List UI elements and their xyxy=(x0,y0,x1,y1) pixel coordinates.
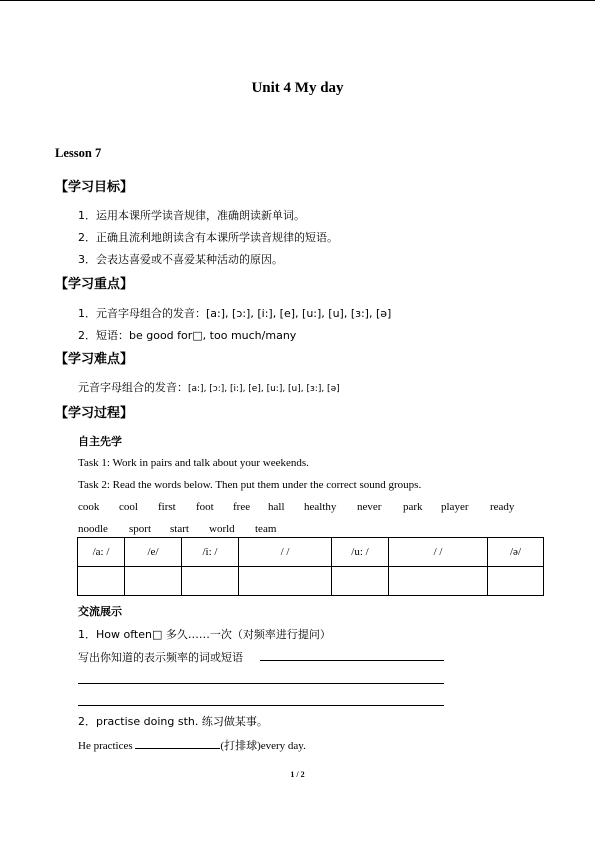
table-answer-row xyxy=(78,567,544,596)
word: world xyxy=(209,523,235,535)
question-2-example xyxy=(78,737,306,753)
answer-cell[interactable] xyxy=(239,567,332,596)
word: sport xyxy=(129,523,151,535)
top-border-line xyxy=(0,0,595,1)
word: cool xyxy=(119,501,138,513)
key-point-item-2: 2．短语：be good for□, too much/many xyxy=(78,329,297,342)
table-header-cell: /ə/ xyxy=(488,538,544,567)
difficulties-label: 元音字母组合的发音： xyxy=(78,381,188,394)
example-start: He practices xyxy=(78,740,136,752)
word: healthy xyxy=(304,501,337,513)
table-header-cell: /a: / xyxy=(78,538,125,567)
exchange-label: 交流展示 xyxy=(78,605,122,618)
word: hall xyxy=(268,501,285,513)
word: first xyxy=(158,501,176,513)
task-2: Task 2: Read the words below. Then put them under the correct sound groups. xyxy=(78,479,422,491)
word: player xyxy=(441,501,469,513)
word: team xyxy=(255,523,277,535)
goal-item-2: 2．正确且流利地朗读含有本课所学读音规律的短语。 xyxy=(78,231,338,244)
word: cook xyxy=(78,501,100,513)
word: start xyxy=(170,523,189,535)
answer-cell[interactable] xyxy=(78,567,125,596)
difficulties-heading: 【学习难点】 xyxy=(55,352,134,367)
key-point-item-1: 1．元音字母组合的发音：[a:], [ɔ:], [i:], [e], [u:], [u], [ɜ:], [ə] xyxy=(78,307,392,320)
self-study-label: 自主先学 xyxy=(78,435,122,448)
answer-cell[interactable] xyxy=(182,567,239,596)
word: park xyxy=(403,501,423,513)
sound-groups-table xyxy=(77,537,544,596)
answer-cell[interactable] xyxy=(125,567,182,596)
page-number: 1 / 2 xyxy=(290,770,305,779)
answer-cell[interactable] xyxy=(332,567,389,596)
goal-item-3: 3．会表达喜爱或不喜爱某种活动的原因。 xyxy=(78,253,283,266)
word-list-row-2 xyxy=(78,523,538,537)
answer-cell[interactable] xyxy=(488,567,544,596)
answer-line[interactable] xyxy=(78,683,444,684)
table-header-row xyxy=(78,538,544,567)
question-1: 1．How often□ 多久……一次（对频率进行提问） xyxy=(78,628,331,641)
word: free xyxy=(233,501,251,513)
key-points-heading: 【学习重点】 xyxy=(55,277,134,292)
table-header-cell: /i: / xyxy=(182,538,239,567)
word: ready xyxy=(490,501,515,513)
table-header-cell: /u: / xyxy=(332,538,389,567)
word: never xyxy=(357,501,382,513)
answer-cell[interactable] xyxy=(389,567,488,596)
word-list-row-1 xyxy=(78,501,538,515)
process-heading: 【学习过程】 xyxy=(55,406,134,421)
table-header-cell: / / xyxy=(389,538,488,567)
goal-item-1: 1．运用本课所学读音规律，准确朗读新单词。 xyxy=(78,209,305,222)
blank-line[interactable] xyxy=(135,738,220,749)
word: noodle xyxy=(78,523,108,535)
difficulties-symbols: [a:], [ɔ:], [i:], [e], [u:], [u], [ɜ:], [ə] xyxy=(188,384,340,394)
goals-heading: 【学习目标】 xyxy=(55,180,134,195)
example-end: (打排球)every day. xyxy=(220,740,306,752)
page-title: Unit 4 My day xyxy=(251,80,344,96)
question-1-prompt: 写出你知道的表示频率的词或短语 xyxy=(78,651,243,664)
answer-line[interactable] xyxy=(260,660,444,661)
question-2: 2．practise doing sth. 练习做某事。 xyxy=(78,715,268,728)
task-1: Task 1: Work in pairs and talk about your weekends. xyxy=(78,457,309,469)
table-header-cell: /e/ xyxy=(125,538,182,567)
lesson-label: Lesson 7 xyxy=(55,146,102,160)
difficulties-line xyxy=(78,379,340,395)
word: foot xyxy=(196,501,214,513)
table-header-cell: / / xyxy=(239,538,332,567)
answer-line[interactable] xyxy=(78,705,444,706)
